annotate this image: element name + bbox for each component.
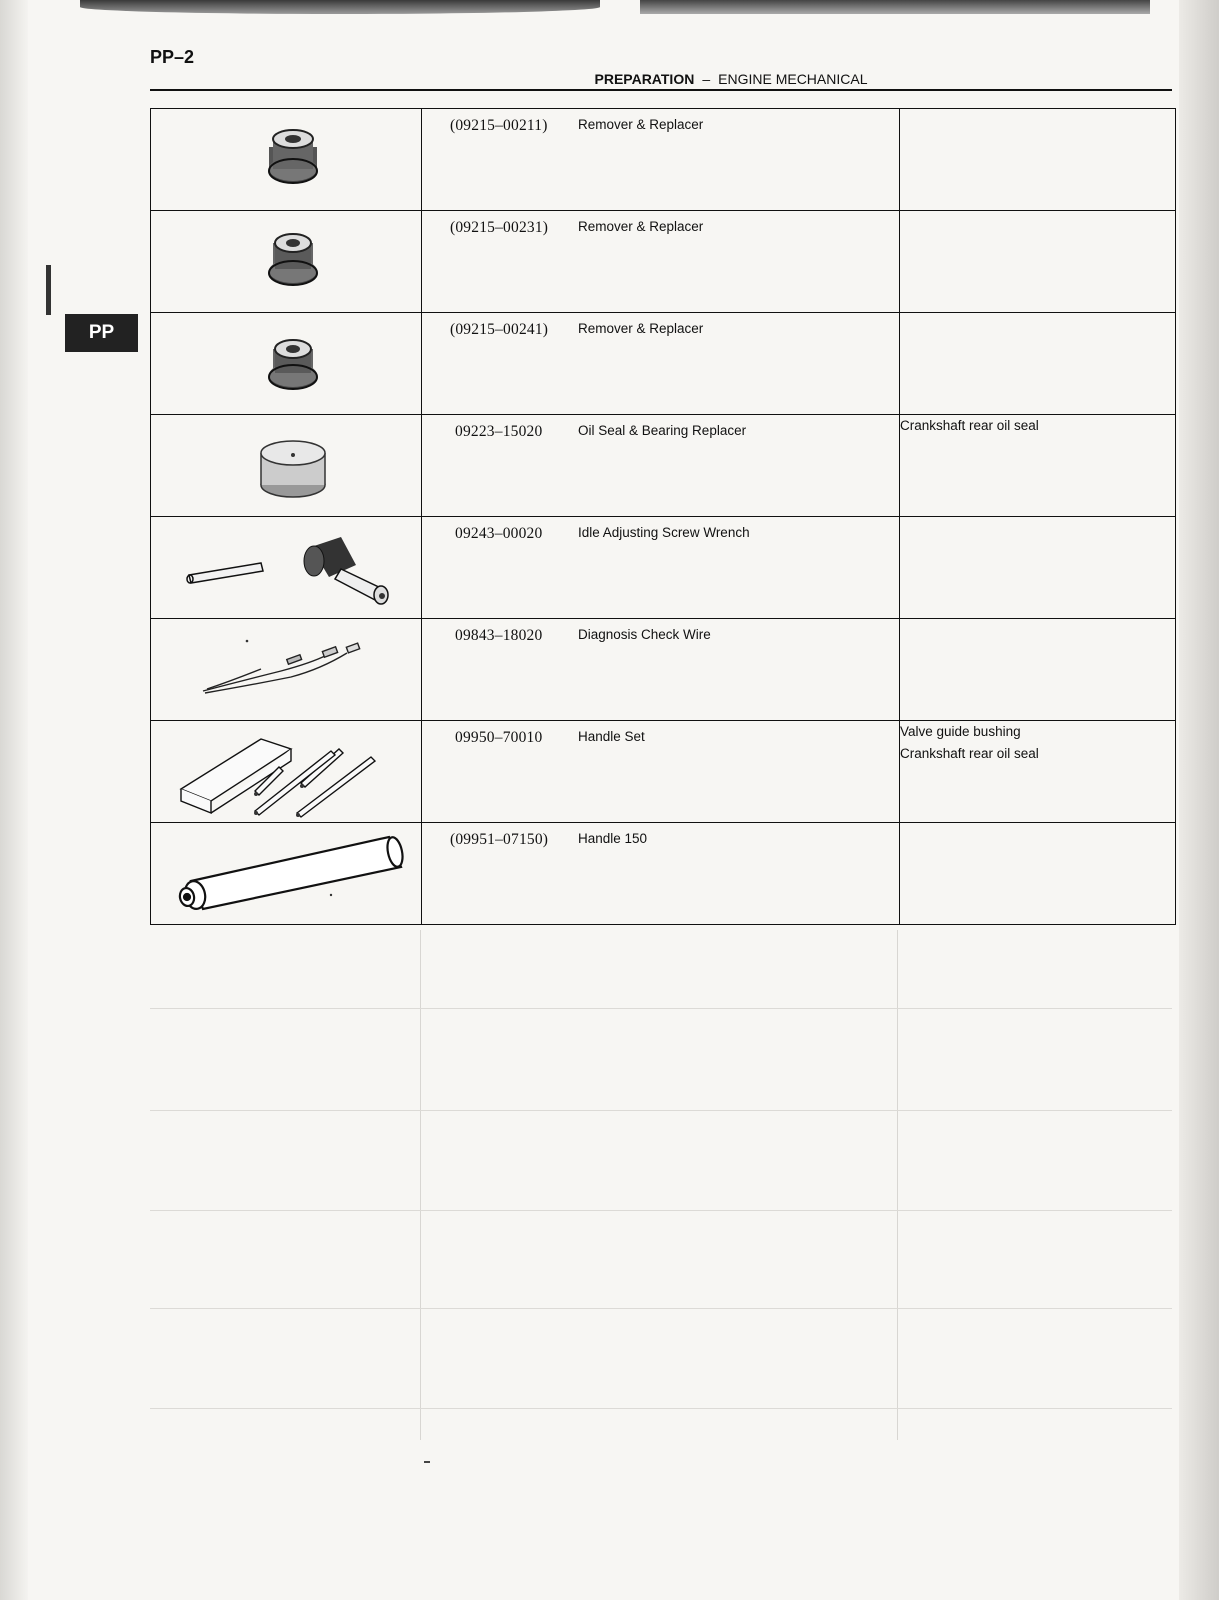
tool-name: Oil Seal & Bearing Replacer (578, 423, 747, 438)
tool-name: Handle Set (578, 729, 645, 744)
handle-set-icon (151, 721, 421, 821)
page-code: PP–2 (150, 47, 195, 67)
tool-info-cell (422, 109, 900, 211)
tool-illustration-cell (151, 823, 422, 925)
tool-illustration-cell (151, 415, 422, 517)
margin-mark (46, 265, 51, 315)
tool-row (151, 109, 1176, 211)
part-number: 09223–15020 (455, 423, 543, 440)
tool-row (151, 313, 1176, 415)
tool-row (151, 823, 1176, 925)
tool-illustration-cell (151, 313, 422, 415)
note-line: Valve guide bushing (900, 724, 1021, 739)
tool-illustration-cell (151, 211, 422, 313)
tool-info-cell (422, 415, 900, 517)
section-header (150, 71, 1172, 87)
tool-note-cell (900, 517, 1176, 619)
check-wire-icon (151, 619, 421, 719)
part-number: (09951–07150) (450, 831, 549, 848)
part-number: 09950–70010 (455, 729, 543, 746)
tool-row (151, 211, 1176, 313)
tool-note-cell (900, 415, 1176, 517)
tool-note-cell (900, 619, 1176, 721)
cup-bushing-icon (151, 313, 421, 413)
tool-illustration-cell (151, 109, 422, 211)
part-number: (09215–00231) (450, 219, 549, 236)
tool-note-cell (900, 313, 1176, 415)
scan-shadow (80, 0, 600, 14)
tool-info-cell (422, 313, 900, 415)
tool-row (151, 517, 1176, 619)
part-number: 09243–00020 (455, 525, 543, 542)
tool-info-cell (422, 211, 900, 313)
screw-wrench-icon (151, 517, 421, 617)
note-line: Crankshaft rear oil seal (900, 746, 1039, 761)
section-tab[interactable]: PP (65, 314, 138, 352)
tool-info-cell (422, 619, 900, 721)
tool-name: Remover & Replacer (578, 321, 704, 336)
handle-bar-icon (151, 823, 421, 923)
cup-bushing-icon (151, 211, 421, 311)
subsection-title: ENGINE MECHANICAL (718, 71, 868, 87)
seal-replacer-icon (151, 415, 421, 515)
tool-name: Diagnosis Check Wire (578, 627, 711, 642)
part-number: (09215–00211) (450, 117, 548, 134)
page-left-edge (0, 0, 28, 1600)
part-number: 09843–18020 (455, 627, 543, 644)
tool-note-cell (900, 823, 1176, 925)
cup-bushing-icon (151, 109, 421, 209)
tool-info-cell (422, 517, 900, 619)
section-title: PREPARATION (594, 71, 695, 87)
header-rule (150, 89, 1172, 91)
tool-illustration-cell (151, 517, 422, 619)
tool-name: Handle 150 (578, 831, 648, 846)
scan-shadow (640, 0, 1150, 14)
tool-row (151, 619, 1176, 721)
tool-info-cell (422, 721, 900, 823)
part-number: (09215–00241) (450, 321, 549, 338)
tool-info-cell (422, 823, 900, 925)
special-service-tools-table (150, 108, 1176, 925)
bleed-through-grid (150, 930, 1172, 1440)
page-right-edge (1179, 0, 1219, 1600)
tool-row (151, 415, 1176, 517)
tool-illustration-cell (151, 619, 422, 721)
tool-row (151, 721, 1176, 823)
tool-note-cell (900, 109, 1176, 211)
tool-name: Remover & Replacer (578, 219, 704, 234)
section-separator: – (702, 71, 711, 87)
tool-note-cell (900, 721, 1176, 823)
page-mark (424, 1461, 430, 1463)
tool-name: Remover & Replacer (578, 117, 704, 132)
tool-name: Idle Adjusting Screw Wrench (578, 525, 750, 540)
tool-note-cell (900, 211, 1176, 313)
note-line: Crankshaft rear oil seal (900, 418, 1039, 433)
tool-illustration-cell (151, 721, 422, 823)
